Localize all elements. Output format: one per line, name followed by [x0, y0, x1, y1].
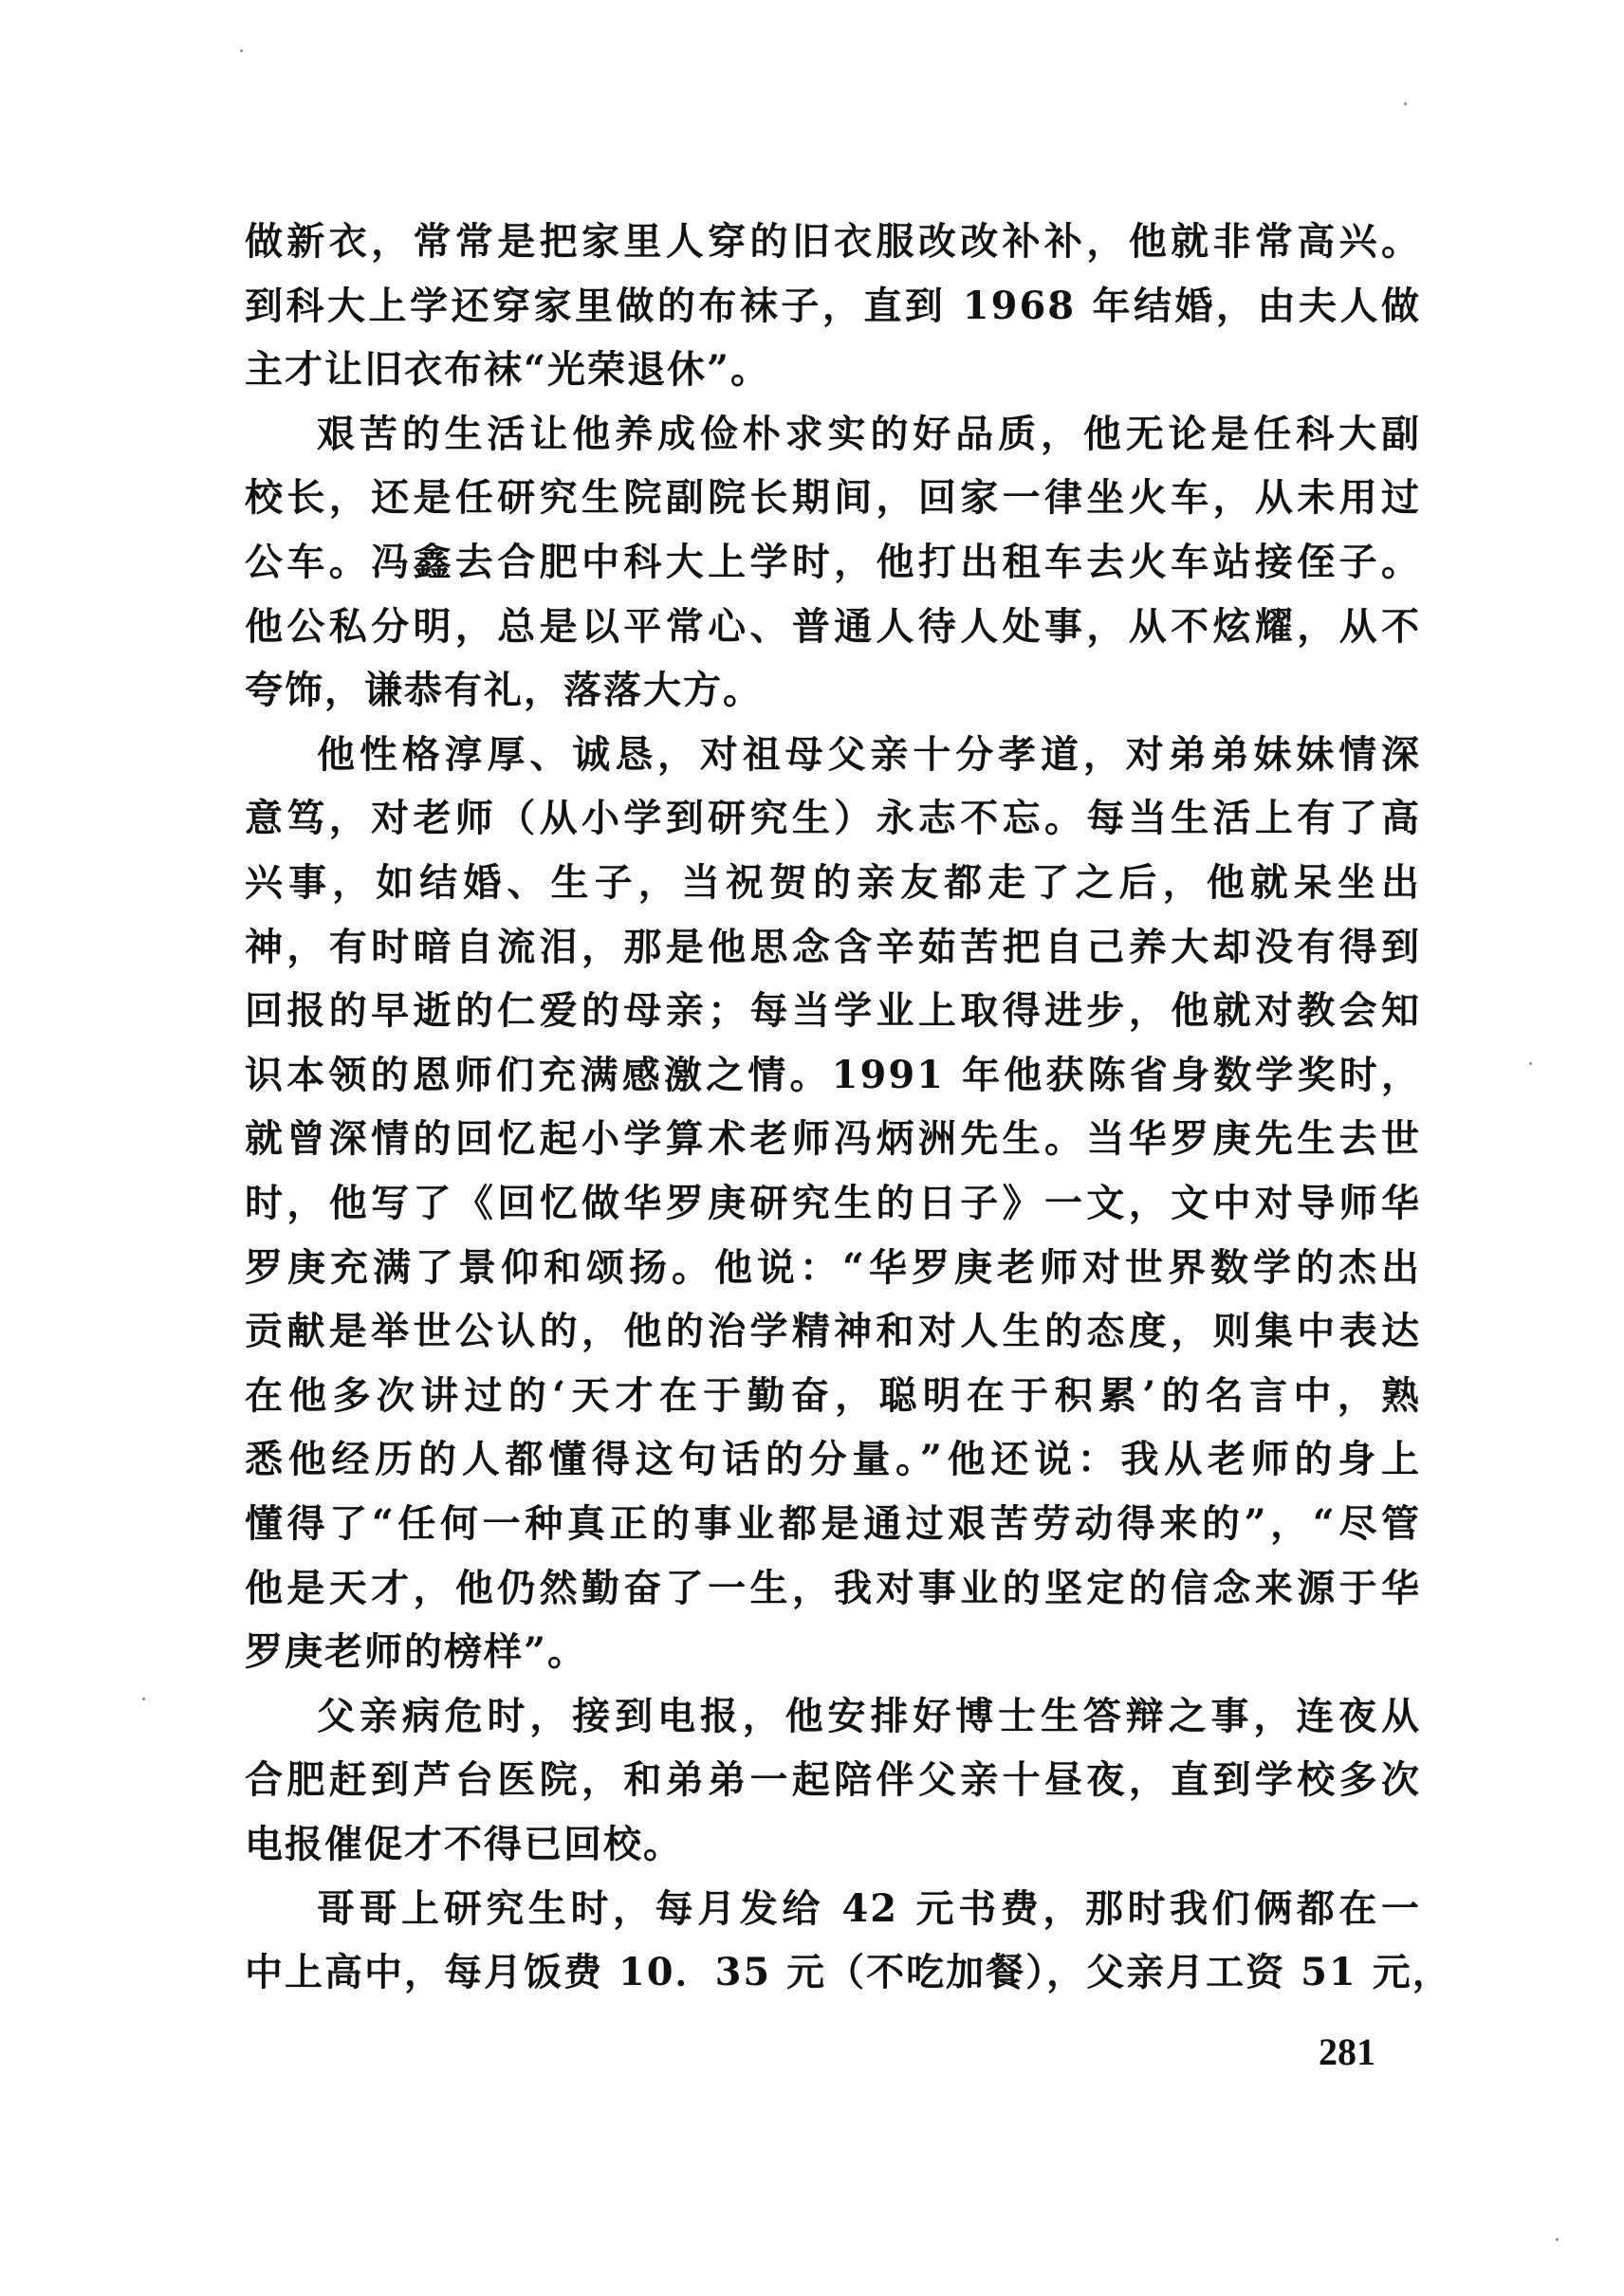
scan-speck — [142, 1698, 145, 1700]
text-line: 校长，还是任研究生院副院长期间，回家一律坐火车，从未用过 — [245, 475, 1421, 520]
text-line: 时，他写了《回忆做华罗庚研究生的日子》一文，文中对导师华 — [245, 1181, 1421, 1225]
text-line: 主才让旧衣布袜“光荣退休”。 — [245, 347, 771, 392]
text-line: 回报的早逝的仁爱的母亲；每当学业上取得进步，他就对教会知 — [245, 988, 1421, 1033]
text-line: 罗庚老师的榜样”。 — [245, 1629, 588, 1674]
scan-speck — [1404, 102, 1407, 105]
text-line: 艰苦的生活让他养成俭朴求实的好品质，他无论是任科大副 — [317, 412, 1421, 456]
text-line: 中上高中，每月饭费 10．35 元（不吃加餐），父亲月工资 51 元， — [245, 1950, 1452, 1994]
text-line: 他公私分明，总是以平常心、普通人待人处事，从不炫耀，从不 — [245, 604, 1421, 649]
page-number: 281 — [1319, 2030, 1375, 2073]
scan-speck — [240, 49, 243, 52]
text-line: 神，有时暗自流泪，那是他思念含辛茹苦把自己养大却没有得到 — [245, 925, 1421, 969]
text-line: 识本领的恩师们充满感激之情。1991 年他获陈省身数学奖时， — [245, 1053, 1421, 1097]
text-line: 贡献是举世公认的，他的治学精神和对人生的态度，则集中表达 — [245, 1309, 1421, 1353]
text-line: 罗庚充满了景仰和颂扬。他说：“华罗庚老师对世界数学的杰出 — [245, 1245, 1421, 1290]
text-line: 就曾深情的回忆起小学算术老师冯炳洲先生。当华罗庚先生去世 — [245, 1116, 1421, 1161]
text-line: 公车。冯鑫去合肥中科大上学时，他打出租车去火车站接侄子。 — [245, 540, 1421, 584]
text-line: 哥哥上研究生时，每月发给 42 元书费，那时我们俩都在一 — [317, 1886, 1421, 1931]
text-line: 意笃，对老师（从小学到研究生）永志不忘。每当生活上有了高 — [245, 796, 1421, 840]
text-line: 在他多次讲过的‘天才在于勤奋，聪明在于积累’的名言中，熟 — [245, 1373, 1421, 1418]
text-line: 到科大上学还穿家里做的布袜子，直到 1968 年结婚，由夫人做 — [245, 284, 1421, 328]
text-line: 电报催促才不得已回校。 — [245, 1822, 683, 1866]
scan-speck — [1556, 2238, 1559, 2241]
text-line: 他性格淳厚、诚恳，对祖母父亲十分孝道，对弟弟妹妹情深 — [317, 732, 1421, 777]
text-line: 父亲病危时，接到电报，他安排好博士生答辩之事，连夜从 — [317, 1694, 1421, 1738]
text-line: 做新衣，常常是把家里人穿的旧衣服改改补补，他就非常高兴。 — [245, 219, 1421, 264]
scan-speck — [1529, 1062, 1532, 1065]
text-line: 懂得了“任何一种真正的事业都是通过艰苦劳动得来的”，“尽管 — [245, 1501, 1421, 1546]
text-line: 兴事，如结婚、生子，当祝贺的亲友都走了之后，他就呆坐出 — [245, 860, 1421, 905]
text-line: 合肥赶到芦台医院，和弟弟一起陪伴父亲十昼夜，直到学校多次 — [245, 1757, 1421, 1802]
text-line: 他是天才，他仍然勤奋了一生，我对事业的坚定的信念来源于华 — [245, 1566, 1421, 1610]
text-line: 夸饰，谦恭有礼，落落大方。 — [245, 668, 763, 712]
text-line: 悉他经历的人都懂得这句话的分量。”他还说：我从老师的身上 — [245, 1437, 1421, 1481]
